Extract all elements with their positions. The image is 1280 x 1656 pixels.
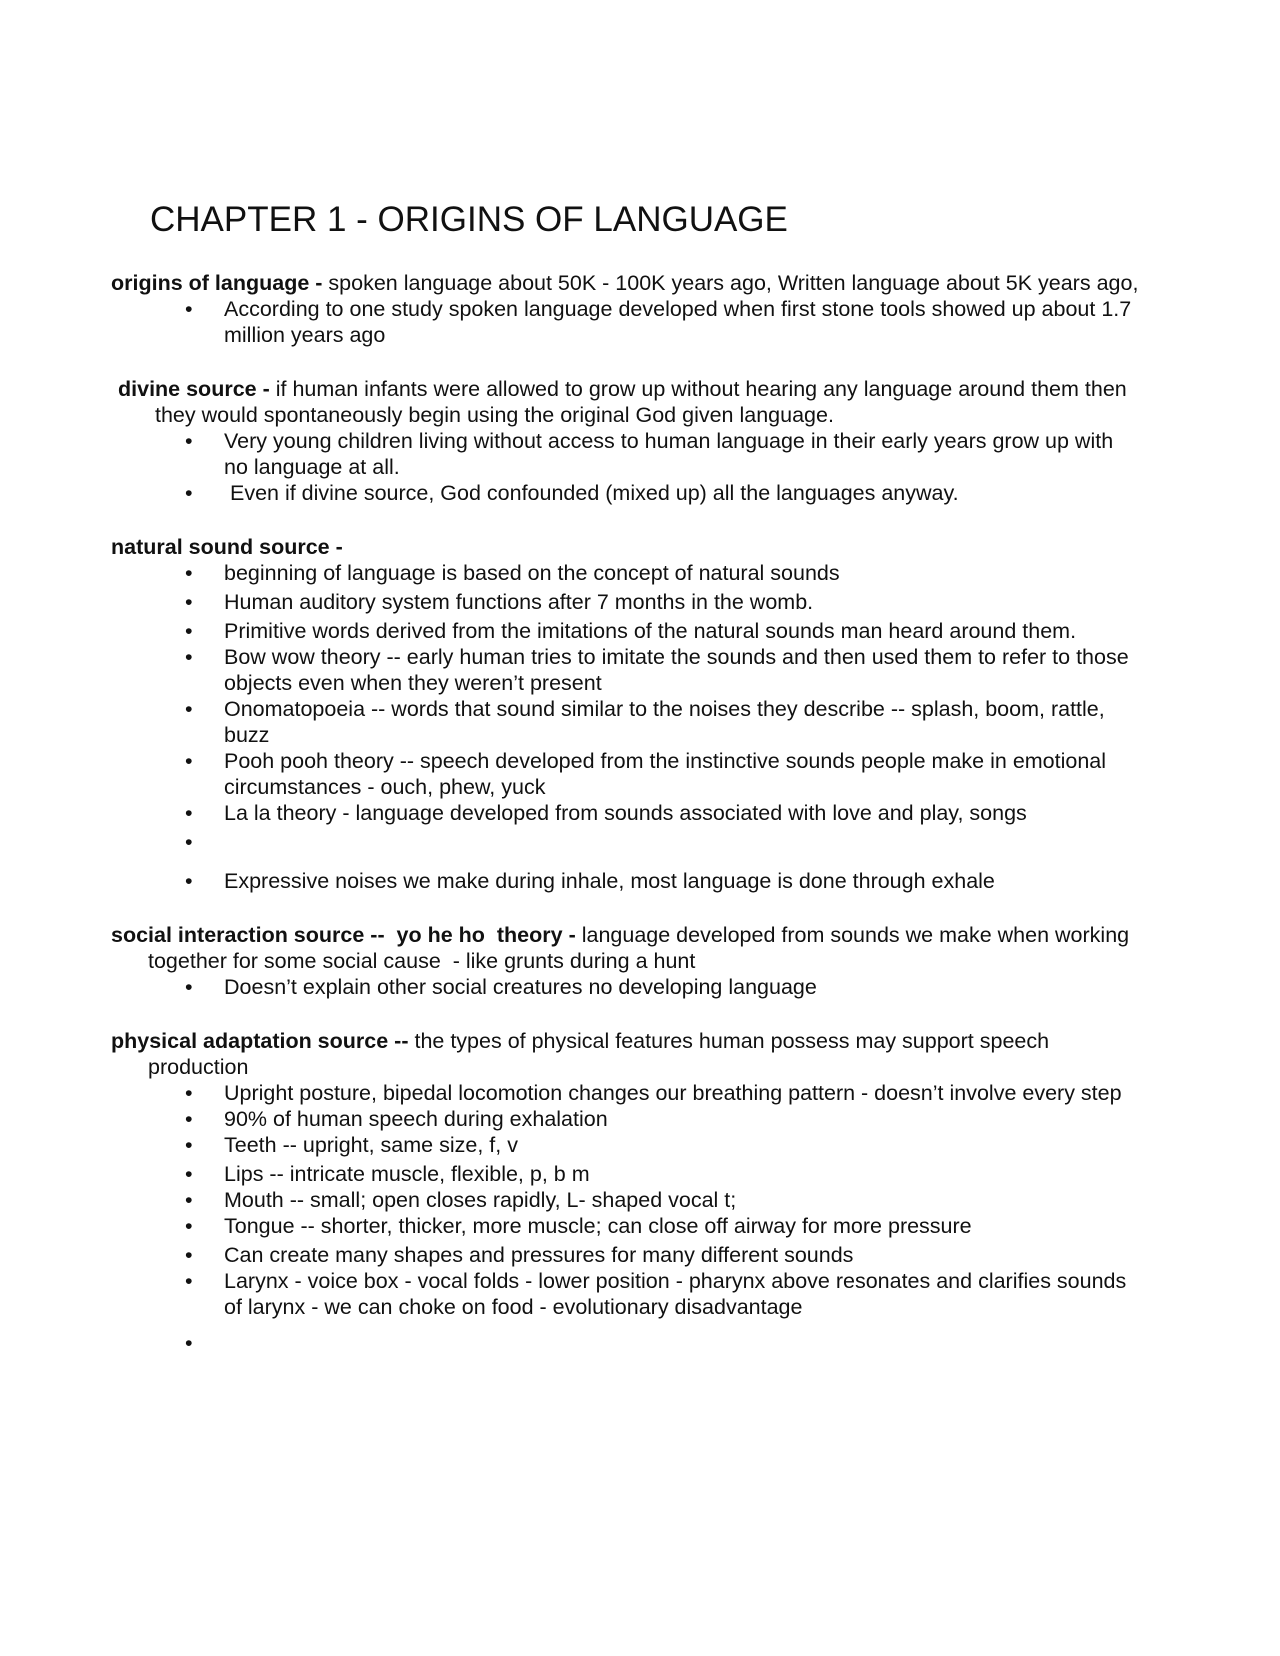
list-item-text: Even if divine source, God confounded (mixed up) all the languages anyway. [224, 481, 959, 505]
list-item [111, 560, 1141, 586]
document-body [111, 270, 1141, 1384]
section-social-interaction-source [111, 922, 1141, 1000]
list-item-text: Mouth -- small; open closes rapidly, L- shaped vocal t; [224, 1188, 737, 1212]
section-definition: spoken language about 50K - 100K years ago, Written language about 5K years ago, [328, 271, 1139, 295]
bullet-marker: • [185, 1269, 193, 1293]
section-heading [111, 922, 1141, 974]
section-heading [111, 534, 1141, 560]
list-item [111, 1187, 1141, 1213]
list-item [111, 1106, 1141, 1132]
section-heading [111, 1028, 1141, 1080]
list-item-text: Larynx - voice box - vocal folds - lower position - pharynx above resonates and clarifies sounds of larynx - we can choke on food - evolutionary disadvantage [224, 1269, 1127, 1319]
section-definition: language developed from sounds we make when working together for some social cause - like grunts during a hunt [148, 923, 1136, 973]
list-item [111, 1268, 1141, 1320]
list-item [111, 868, 1141, 894]
bullet-marker: • [185, 561, 193, 585]
bullet-marker: • [185, 619, 193, 643]
list-item-text: beginning of language is based on the concept of natural sounds [224, 561, 840, 585]
bullet-list [111, 296, 1141, 348]
bullet-marker: • [185, 481, 193, 505]
bullet-marker: • [185, 697, 193, 721]
list-item [111, 829, 1141, 865]
list-item-text: Upright posture, bipedal locomotion changes our breathing pattern - doesn’t involve every step [224, 1081, 1122, 1105]
list-item [111, 618, 1141, 644]
list-item [111, 748, 1141, 800]
list-item-text: La la theory - language developed from sounds associated with love and play, songs [224, 801, 1027, 825]
section-divine-source [111, 376, 1141, 506]
list-item [111, 974, 1141, 1000]
section-definition: the types of physical features human possess may support speech production [148, 1029, 1050, 1079]
bullet-marker: • [185, 801, 193, 825]
list-item [111, 1213, 1141, 1239]
list-item [111, 589, 1141, 615]
bullet-marker: • [185, 297, 193, 321]
list-item [111, 800, 1141, 826]
list-item [111, 1161, 1141, 1187]
list-item [118, 480, 1141, 506]
section-heading [118, 376, 1141, 428]
list-item-text: Teeth -- upright, same size, f, v [224, 1133, 518, 1157]
page-title: CHAPTER 1 - ORIGINS OF LANGUAGE [150, 200, 788, 239]
bullet-list [111, 1080, 1141, 1356]
bullet-marker: • [185, 975, 193, 999]
bullet-marker: • [185, 1214, 193, 1238]
section-physical-adaptation-source [111, 1028, 1141, 1356]
list-item [111, 1330, 1141, 1356]
bullet-marker: • [185, 1162, 193, 1186]
bullet-marker: • [185, 869, 193, 893]
section-natural-sound-source [111, 534, 1141, 894]
bullet-marker: • [185, 1243, 193, 1267]
list-item [118, 428, 1141, 480]
bullet-marker: • [185, 830, 193, 854]
section-term: natural sound source - [111, 535, 343, 559]
list-item-text: Primitive words derived from the imitations of the natural sounds man heard around them. [224, 619, 1077, 643]
section-term: physical adaptation source -- [111, 1029, 409, 1053]
list-item-text: Expressive noises we make during inhale, most language is done through exhale [224, 869, 995, 893]
bullet-marker: • [185, 749, 193, 773]
list-item [111, 296, 1141, 348]
bullet-marker: • [185, 1081, 193, 1105]
bullet-marker: • [185, 1188, 193, 1212]
section-origins-of-language [111, 270, 1141, 348]
bullet-marker: • [185, 429, 193, 453]
section-definition: if human infants were allowed to grow up without hearing any language around them then they would spontaneously begin using the original God given language. [155, 377, 1127, 427]
section-term: origins of language - [111, 271, 323, 295]
list-item-text: Lips -- intricate muscle, flexible, p, b m [224, 1162, 590, 1186]
bullet-marker: • [185, 1331, 193, 1355]
list-item-text: Bow wow theory -- early human tries to imitate the sounds and then used them to refer to those objects even when they weren’t present [224, 645, 1129, 695]
bullet-list [111, 974, 1141, 1000]
list-item-text: 90% of human speech during exhalation [224, 1107, 608, 1131]
bullet-marker: • [185, 1107, 193, 1131]
list-item [111, 1242, 1141, 1268]
list-item [111, 696, 1141, 748]
list-item-text: Can create many shapes and pressures for many different sounds [224, 1243, 854, 1267]
bullet-list [111, 560, 1141, 894]
list-item-text: Human auditory system functions after 7 months in the womb. [224, 590, 814, 614]
list-item-text: Onomatopoeia -- words that sound similar to the noises they describe -- splash, boom, rattle, buzz [224, 697, 1105, 747]
list-item-text: According to one study spoken language developed when first stone tools showed up about 1.7 million years ago [224, 297, 1132, 347]
section-term: social interaction source -- yo he ho theory - [111, 923, 576, 947]
bullet-marker: • [185, 590, 193, 614]
list-item-text: Tongue -- shorter, thicker, more muscle; can close off airway for more pressure [224, 1214, 972, 1238]
bullet-list [118, 428, 1141, 506]
list-item [111, 1132, 1141, 1158]
list-item-text: Doesn’t explain other social creatures no developing language [224, 975, 817, 999]
list-item [111, 1080, 1141, 1106]
bullet-marker: • [185, 1133, 193, 1157]
section-heading [111, 270, 1141, 296]
list-item-text: Pooh pooh theory -- speech developed from the instinctive sounds people make in emotional circumstances - ouch, phew, yuck [224, 749, 1107, 799]
bullet-marker: • [185, 645, 193, 669]
list-item [111, 644, 1141, 696]
list-item-text: Very young children living without access to human language in their early years grow up with no language at all. [224, 429, 1114, 479]
section-term: divine source - [118, 377, 270, 401]
